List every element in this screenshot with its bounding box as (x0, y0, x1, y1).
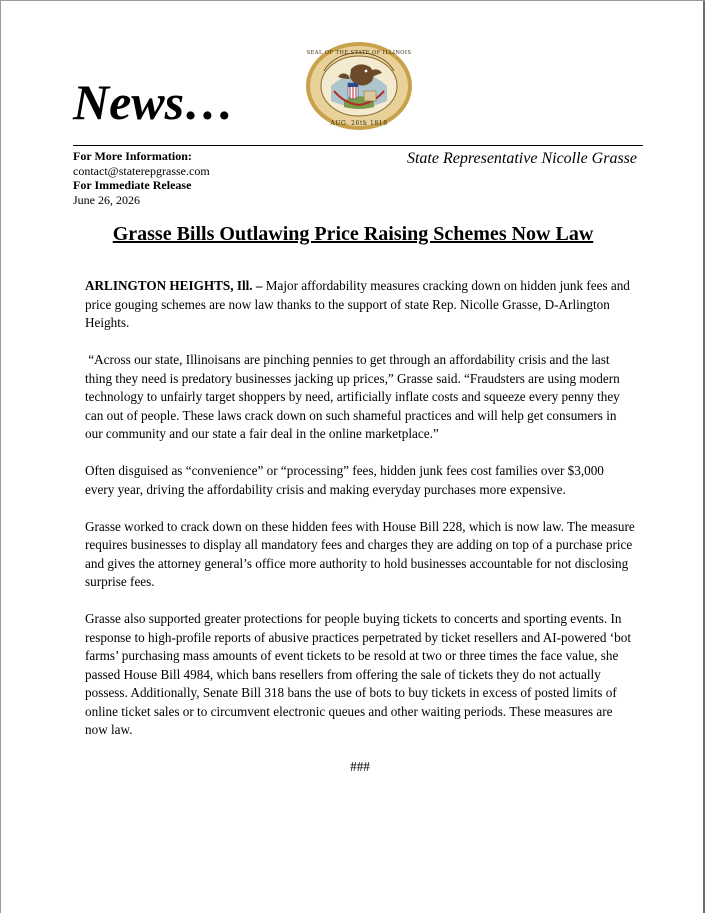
release-label: For Immediate Release (73, 178, 192, 192)
contact-label: For More Information: (73, 149, 192, 163)
release-date: June 26, 2026 (73, 192, 140, 207)
paragraph-2-text: “Across our state, Illinoisans are pinching pennies to get through an affordability crisis and the last thing they need is predatory businesses jacking up prices,” Grasse said. “Fraudsters are using modern technology to unfairly target shoppers by need, artificially inflate costs and squeeze every penny they can out of people. These laws crack down on such shameful practices and will help get consumers in our community and our state a fair deal in the online marketplace.” (85, 352, 620, 441)
end-mark: ### (350, 759, 370, 774)
headline: Grasse Bills Outlawing Price Raising Schemes Now Law (112, 223, 594, 245)
paragraph-2 (85, 351, 635, 444)
paragraph-1 (85, 277, 635, 333)
svg-text:SEAL OF THE STATE OF ILLINOIS: SEAL OF THE STATE OF ILLINOIS (306, 50, 412, 56)
masthead-title: News… (73, 74, 235, 130)
contact-block (73, 149, 210, 207)
header-divider (73, 145, 643, 146)
byline: State Representative Nicolle Grasse (406, 150, 637, 167)
dateline: ARLINGTON HEIGHTS, Ill. – (85, 278, 263, 293)
paragraph-4: Grasse worked to crack down on these hidden fees with House Bill 228, which is now law. The measure requires businesses to display all mandatory fees and charges they are adding on top of a purchase price and gives the attorney general’s office more authority to hold businesses accountable for not disclosing surprise fees. (85, 518, 635, 589)
paragraph-1-text: Major affordability measures cracking down on hidden junk fees and price gouging schemes are now law thanks to the support of state Rep. Nicolle Grasse, D-Arlington Heights. (85, 278, 630, 330)
illinois-state-seal-icon (304, 41, 414, 131)
paragraph-5: Grasse also supported greater protections for people buying tickets to concerts and sporting events. In response to high-profile reports of abusive practices perpetrated by ticket resellers and AI-powered ‘bot farms’ purchasing mass amounts of event tickets to be resold at two or three times the face value, she passed House Bill 4984, which bans resellers from offering the sale of tickets they do not actually possess. Additionally, Senate Bill 318 bans the use of bots to buy tickets in excess of posted limits of online ticket sales or to circumvent electronic queues and other waiting periods. These measures are now law. (85, 611, 631, 737)
contact-email[interactable]: contact@staterepgrasse.com (73, 163, 210, 178)
article-body (85, 277, 635, 777)
paragraph-3: Often disguised as “convenience” or “processing” fees, hidden junk fees cost families over $3,000 every year, driving the affordability crisis and making everyday purchases more expensive. (85, 463, 604, 497)
svg-text:AUG. 26th 1818: AUG. 26th 1818 (330, 120, 388, 127)
